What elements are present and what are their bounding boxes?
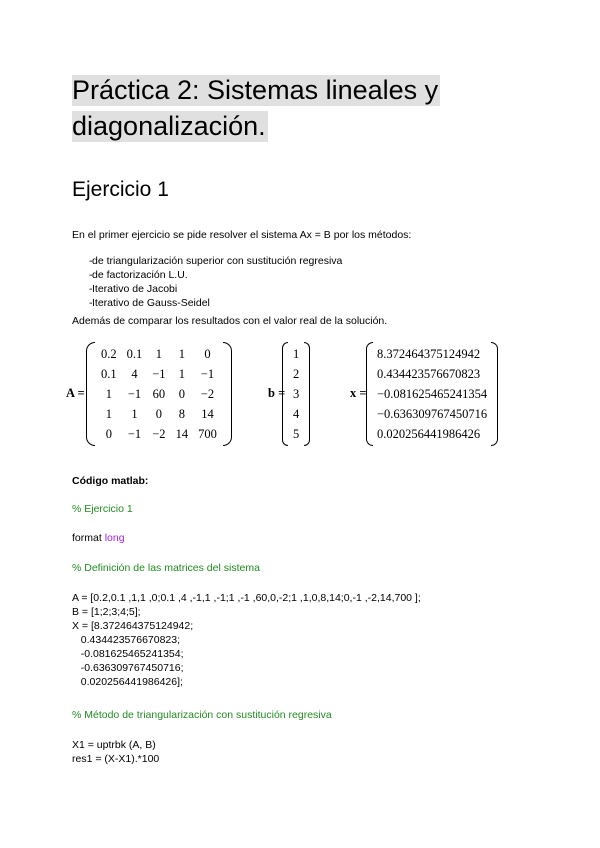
matrix-cell: −1	[152, 366, 166, 381]
vector-x-label: x =	[350, 386, 367, 400]
matrix-cell: −1	[200, 366, 215, 381]
matrix-row	[288, 364, 304, 384]
matrix-cell: 1	[293, 346, 300, 361]
matrix-row	[372, 344, 492, 364]
matrix-cell: −1	[127, 426, 142, 441]
method-label: Iterativo de Jacobi	[92, 283, 178, 295]
right-paren	[304, 342, 310, 446]
code-line-x: 0.434423576670823;	[72, 634, 181, 646]
matrix-cell: 0	[105, 426, 112, 441]
matrix-a-table	[96, 344, 222, 444]
matrix-row	[372, 424, 492, 444]
matrix-row	[96, 404, 222, 424]
title-line-2: diagonalización.	[72, 111, 266, 141]
matrix-cell: 0	[204, 346, 211, 361]
matrix-cell: 8.372464375124942	[377, 346, 481, 361]
matrix-cell: 0.1	[126, 346, 143, 361]
method-item	[72, 282, 342, 296]
matrix-cell: 3	[293, 386, 300, 401]
code-line-x: 0.020256441986426];	[72, 676, 183, 688]
matrix-cell: 14	[201, 406, 214, 421]
code-line-a: A = [0.2,0.1 ,1,1 ,0;0.1 ,4 ,-1,1 ,-1;1 ,-1 ,60,0,-2;1 ,1,0,8,14;0,-1 ,-2,14,700 ];	[72, 592, 421, 604]
code-comment: % Definición de las matrices del sistema	[72, 562, 260, 574]
code-line-b: B = [1;2;3;4;5];	[72, 606, 141, 618]
matrix-row	[288, 344, 304, 364]
method-label: de triangularización superior con sustitución regresiva	[92, 255, 343, 267]
page-title	[72, 72, 440, 144]
method-item	[72, 268, 342, 282]
matrix-cell: 0	[155, 406, 163, 421]
matrix-row	[96, 344, 222, 364]
left-paren	[366, 342, 373, 446]
method-label: Iterativo de Gauss-Seidel	[92, 297, 210, 309]
code-line-x1: X1 = uptrbk (A, B)	[72, 739, 156, 751]
matrix-cell: 700	[198, 426, 217, 441]
vector-b-table	[288, 344, 304, 444]
vector-b	[282, 342, 310, 446]
code-line-x: X = [8.372464375124942;	[72, 620, 194, 632]
matrix-cell: −0.081625465241354	[377, 386, 488, 401]
right-paren	[491, 342, 498, 446]
matrix-cell: 0.434423576670823	[377, 366, 481, 381]
matrix-cell: −1	[127, 386, 142, 401]
code-heading: Código matlab:	[72, 475, 149, 487]
left-paren	[282, 342, 288, 446]
matrix-row	[288, 424, 304, 444]
matrix-row	[288, 404, 304, 424]
matrix-a	[86, 342, 232, 446]
method-item	[72, 296, 342, 310]
bullet-marker: -	[89, 269, 93, 281]
matrix-row	[96, 364, 222, 384]
format-keyword: format	[72, 532, 102, 544]
intro-paragraph: En el primer ejercicio se pide resolver el sistema Ax = B por los métodos:	[72, 229, 412, 241]
right-paren	[223, 342, 232, 446]
matrix-row	[372, 364, 492, 384]
methods-list	[72, 254, 342, 310]
title-line-1: Práctica 2: Sistemas lineales y	[72, 75, 439, 105]
bullet-marker: -	[89, 297, 93, 309]
code-comment: % Método de triangularización con sustitución regresiva	[72, 709, 332, 721]
matrix-cell: 0	[178, 386, 185, 401]
format-line	[72, 531, 125, 545]
format-argument: long	[104, 532, 125, 544]
matrix-cell: 0.2	[101, 346, 117, 361]
bullet-marker: -	[89, 255, 93, 267]
code-line-x: -0.636309767450716;	[72, 662, 184, 674]
matrix-row	[372, 384, 492, 404]
vector-x	[366, 342, 498, 446]
matrix-cell: 1	[131, 406, 138, 421]
matrix-cell: −2	[200, 386, 215, 401]
code-line-x: -0.081625465241354;	[72, 648, 184, 660]
matrix-row	[372, 404, 492, 424]
compare-paragraph: Además de comparar los resultados con el valor real de la solución.	[72, 315, 388, 327]
matrix-cell: 1	[155, 346, 163, 361]
matrix-row	[96, 424, 222, 444]
left-paren	[86, 342, 95, 446]
matrix-cell: 5	[293, 426, 300, 441]
matrix-cell: −2	[152, 426, 166, 441]
matrix-cell: 4	[293, 406, 300, 421]
bullet-marker: -	[89, 283, 93, 295]
code-line-res1: res1 = (X-X1).*100	[72, 753, 160, 765]
matrix-cell: 1	[105, 386, 112, 401]
matrix-cell: −0.636309767450716	[377, 406, 488, 421]
matrix-cell: 0.020256441986426	[377, 426, 481, 441]
vector-b-label: b =	[268, 386, 286, 400]
matrix-row	[288, 384, 304, 404]
section-heading: Ejercicio 1	[72, 178, 169, 201]
matrix-cell: 8	[178, 406, 185, 421]
matrix-cell: 1	[178, 366, 185, 381]
matrix-row	[96, 384, 222, 404]
matrix-a-label: A =	[66, 386, 85, 400]
matrix-cell: 60	[152, 386, 166, 401]
method-item	[72, 254, 342, 268]
matrix-cell: 1	[105, 406, 112, 421]
matrix-cell: 0.1	[101, 366, 117, 381]
matrix-cell: 4	[131, 366, 138, 381]
matrix-cell: 14	[175, 426, 189, 441]
matrix-cell: 1	[178, 346, 185, 361]
method-label: de factorización L.U.	[92, 269, 188, 281]
vector-x-table	[372, 344, 492, 444]
code-comment: % Ejercicio 1	[72, 503, 133, 515]
matrix-cell: 2	[293, 366, 300, 381]
